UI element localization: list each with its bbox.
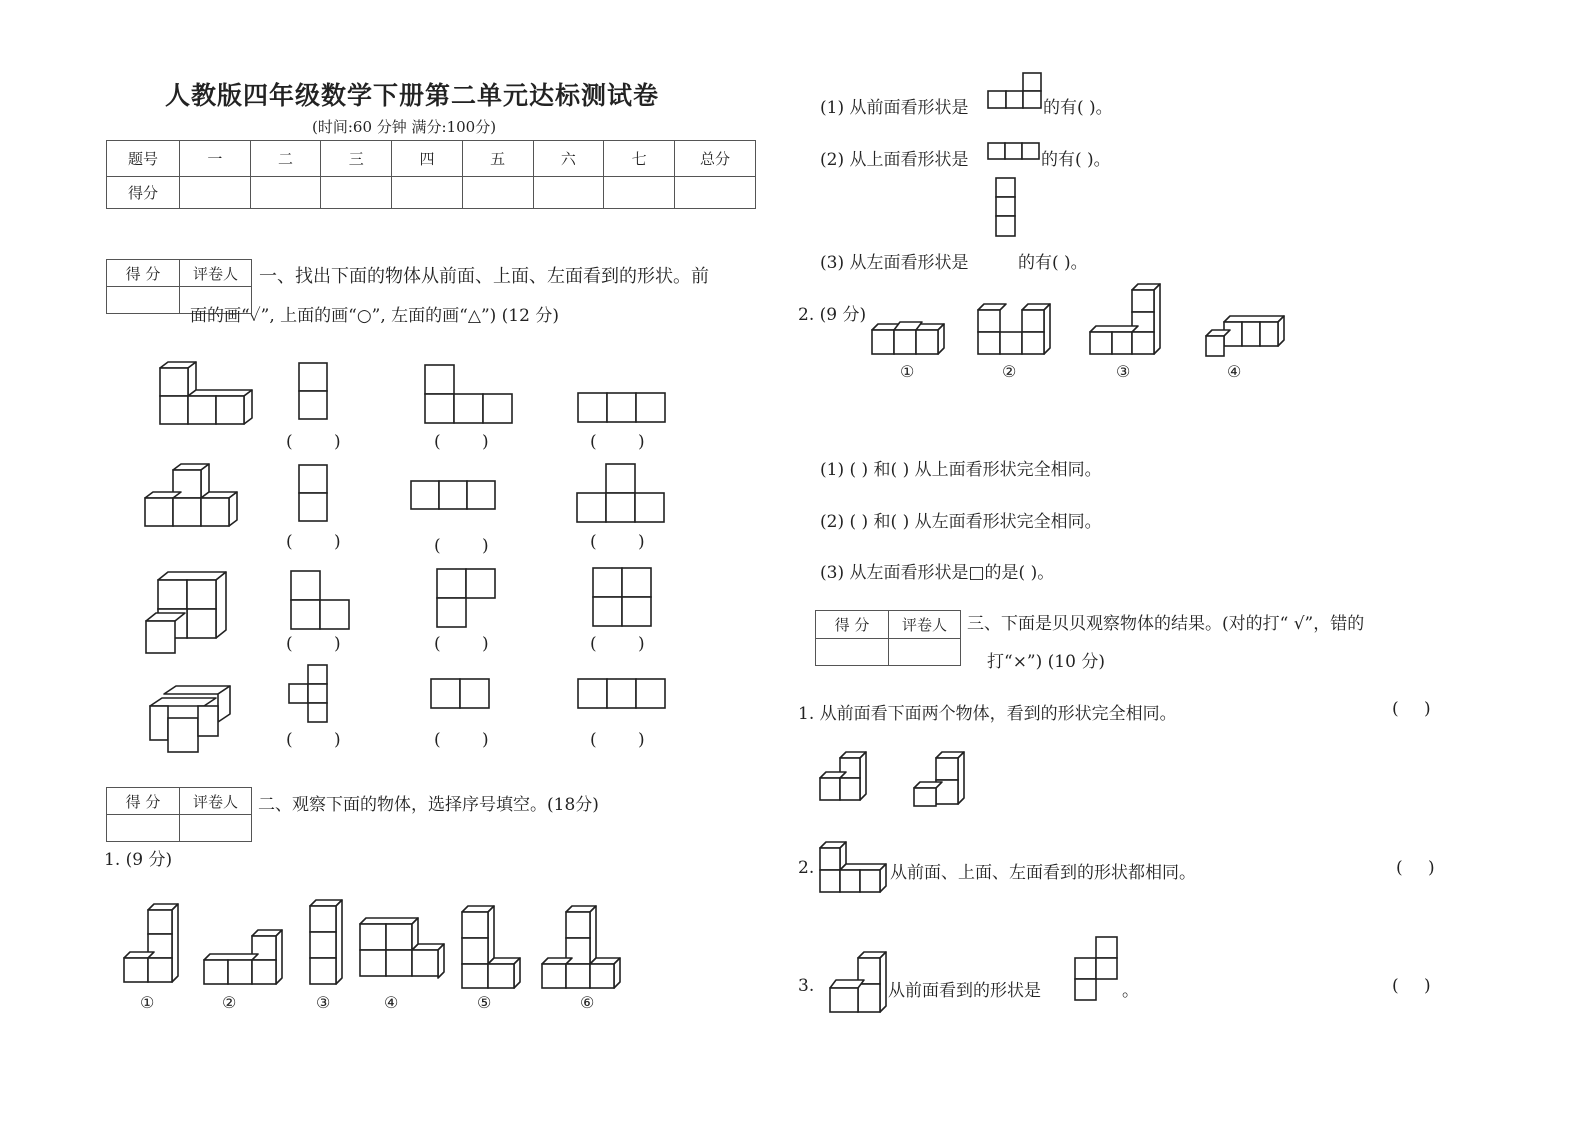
cube-figure-flat <box>146 684 236 756</box>
answer-paren[interactable]: ( ) <box>590 532 663 552</box>
score-table-header: 一 <box>180 141 251 177</box>
view-three-row <box>410 480 500 512</box>
object-4 <box>358 916 446 984</box>
s3-object-c <box>818 840 894 894</box>
object-5 <box>460 904 524 988</box>
view-reverse-l <box>436 568 498 630</box>
view-two-row <box>430 678 492 710</box>
view-two-stack <box>298 464 330 524</box>
answer-paren[interactable]: ( ) <box>590 432 663 452</box>
score-table-header: 总分 <box>675 141 756 177</box>
object-6 <box>542 904 628 988</box>
score-table-header: 三 <box>321 141 392 177</box>
view-cross <box>288 664 330 726</box>
score-cell[interactable] <box>675 177 756 209</box>
page-title: 人教版四年级数学下册第二单元达标测试卷 <box>165 81 660 110</box>
s3-question-2: 从前面、上面、左面看到的形状都相同。 <box>890 863 1196 883</box>
score-table <box>106 140 756 209</box>
object-label: ② <box>222 993 237 1012</box>
section2-q1-label: 1. (9 分) <box>104 850 173 870</box>
object-label: ① <box>140 993 155 1012</box>
q2-object-label: ③ <box>1116 362 1131 381</box>
answer-paren[interactable]: ( ) <box>1396 858 1445 878</box>
view-l-small <box>290 570 352 632</box>
s3-question-3-number: 3. <box>798 976 815 996</box>
s3-object-b <box>912 750 972 810</box>
object-label: ④ <box>384 993 399 1012</box>
s3-question-3: 从前面看到的形状是 <box>888 981 1041 1001</box>
score-cell[interactable] <box>604 177 675 209</box>
q2-object-3 <box>1088 282 1168 358</box>
score-cell[interactable] <box>392 177 463 209</box>
grader-name-label: 评卷人 <box>889 611 961 639</box>
q2-item-3: (3) 从左面看形状是□的是( )。 <box>820 563 1055 583</box>
view-three-row <box>577 392 669 424</box>
grader-score-label: 得 分 <box>107 260 180 287</box>
view-front-answer <box>1074 936 1120 1006</box>
grader-name-cell[interactable] <box>889 639 961 666</box>
q2-object-label: ④ <box>1227 362 1242 381</box>
answer-paren[interactable]: ( ) <box>434 634 507 654</box>
grader-score-label: 得 分 <box>816 611 889 639</box>
q2-item-2: (2) ( ) 和( ) 从左面看形状完全相同。 <box>820 512 1102 532</box>
object-label: ③ <box>316 993 331 1012</box>
s3-question-2-number: 2. <box>798 858 815 878</box>
q2-object-1 <box>870 318 950 358</box>
grader-score-cell[interactable] <box>816 639 889 666</box>
score-table-header: 四 <box>392 141 463 177</box>
view-top-shape <box>987 142 1041 162</box>
q2-object-4 <box>1204 314 1290 358</box>
grader-score-cell[interactable] <box>107 287 180 314</box>
score-cell[interactable] <box>180 177 251 209</box>
q1-item-2-prefix: (2) 从上面看形状是 <box>820 150 969 170</box>
score-cell[interactable] <box>533 177 604 209</box>
section2-heading: 二、观察下面的物体，选择序号填空。(18分) <box>258 795 599 815</box>
score-table-header: 六 <box>533 141 604 177</box>
grader-box <box>815 610 961 666</box>
q1-item-1-suffix: 的有( )。 <box>1043 98 1113 118</box>
answer-paren[interactable]: ( ) <box>1392 976 1441 996</box>
time-score-info: (时间:60 分钟 满分:100分) <box>312 118 497 136</box>
score-table-row-label: 得分 <box>107 177 180 209</box>
section3-heading: 三、下面是贝贝观察物体的结果。(对的打“ √”，错的 <box>967 614 1365 634</box>
score-table-header: 七 <box>604 141 675 177</box>
cube-figure-stair <box>144 568 234 658</box>
q2-object-label: ① <box>900 362 915 381</box>
score-cell[interactable] <box>321 177 392 209</box>
q1-item-2-suffix: 的有( )。 <box>1041 150 1111 170</box>
s3-object-d <box>828 950 890 1014</box>
section1-heading: 一、找出下面的物体从前面、上面、左面看到的形状。前 <box>259 266 709 287</box>
grader-box <box>106 787 252 842</box>
score-table-header: 五 <box>462 141 533 177</box>
answer-paren[interactable]: ( ) <box>286 634 359 654</box>
score-table-header: 二 <box>250 141 321 177</box>
answer-paren[interactable]: ( ) <box>434 536 507 556</box>
grader-name-label: 评卷人 <box>180 260 252 287</box>
view-square-2x2 <box>592 567 654 629</box>
answer-paren[interactable]: ( ) <box>434 432 507 452</box>
grader-score-label: 得 分 <box>107 788 180 815</box>
score-cell[interactable] <box>250 177 321 209</box>
object-label: ⑤ <box>477 993 492 1012</box>
object-label: ⑥ <box>580 993 595 1012</box>
q2-item-1: (1) ( ) 和( ) 从上面看形状完全相同。 <box>820 460 1102 480</box>
section1-heading-cont: 面的画“✓”, 上面的画“○”, 左面的画“△”) (12 分) <box>190 306 559 326</box>
answer-paren[interactable]: ( ) <box>434 730 507 750</box>
cube-figure-t-shape <box>143 462 243 532</box>
q1-item-1-prefix: (1) 从前面看形状是 <box>820 98 969 118</box>
object-2 <box>202 928 286 986</box>
view-t-shape <box>576 463 668 523</box>
view-three-row <box>577 678 667 710</box>
cube-figure-l-shape <box>158 360 258 430</box>
grader-name-cell[interactable] <box>180 815 252 842</box>
grader-name-label: 评卷人 <box>180 788 252 815</box>
q1-item-3-suffix: 的有( )。 <box>1018 253 1088 273</box>
answer-paren[interactable]: ( ) <box>286 432 359 452</box>
section3-heading-cont: 打“×”) (10 分) <box>987 652 1105 672</box>
answer-paren[interactable]: ( ) <box>286 730 359 750</box>
s3-question-3-end: 。 <box>1122 981 1139 1001</box>
score-table-header: 题号 <box>107 141 180 177</box>
answer-paren[interactable]: ( ) <box>590 634 663 654</box>
section2-q2-label: 2. (9 分) <box>798 305 867 325</box>
q1-item-3-prefix: (3) 从左面看形状是 <box>820 253 969 273</box>
answer-paren[interactable]: ( ) <box>1392 699 1441 719</box>
s3-question-1: 1. 从前面看下面两个物体，看到的形状完全相同。 <box>798 704 1177 724</box>
object-1 <box>124 902 184 986</box>
answer-paren[interactable]: ( ) <box>590 730 663 750</box>
object-3 <box>308 898 348 986</box>
q2-object-2 <box>976 302 1056 358</box>
q2-object-label: ② <box>1002 362 1017 381</box>
answer-paren[interactable]: ( ) <box>286 532 359 552</box>
view-front-shape <box>987 72 1043 110</box>
view-two-stack <box>298 362 330 422</box>
grader-score-cell[interactable] <box>107 815 180 842</box>
score-cell[interactable] <box>462 177 533 209</box>
s3-object-a <box>818 750 878 804</box>
view-left-shape <box>995 177 1017 239</box>
view-l-shape <box>424 364 516 424</box>
